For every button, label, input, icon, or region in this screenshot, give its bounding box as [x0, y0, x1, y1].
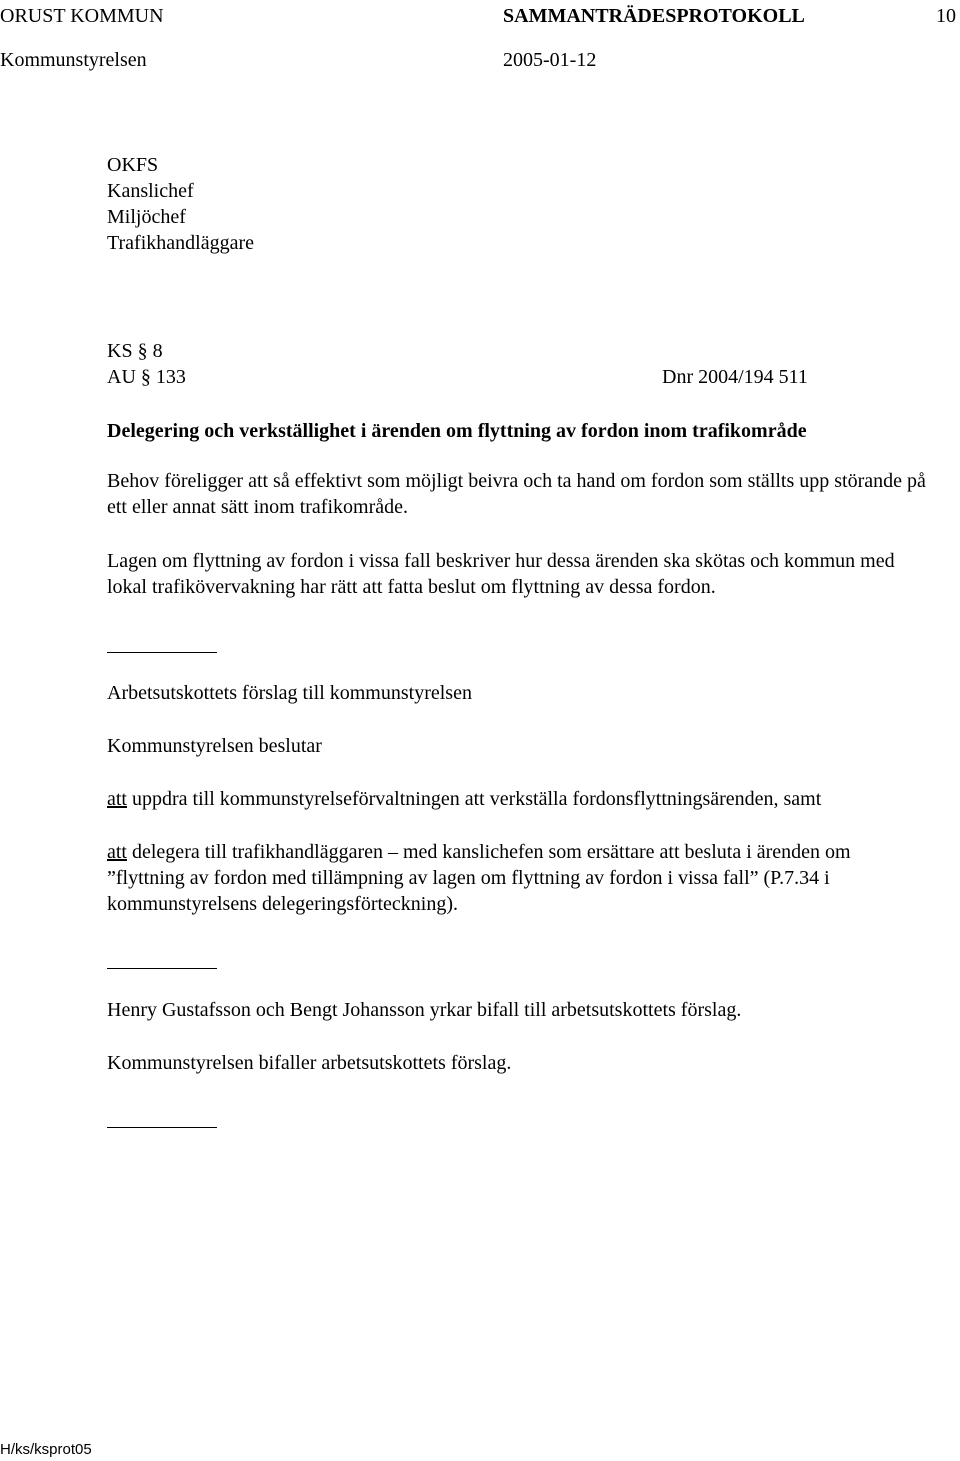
- footer-path: H/ks/ksprot05: [0, 1441, 92, 1458]
- decision-item: [107, 839, 927, 917]
- distribution-item: Trafikhandläggare: [107, 232, 254, 254]
- decision-keyword: att: [107, 841, 127, 863]
- header-body: Kommunstyrelsen: [0, 49, 147, 71]
- proposal-heading: Arbetsutskottets förslag till kommunstyrelsen: [107, 682, 472, 704]
- distribution-item: Kanslichef: [107, 180, 194, 202]
- decision-heading: Kommunstyrelsen beslutar: [107, 735, 322, 757]
- paragraph-law: Lagen om flyttning av fordon i vissa fall beskriver hur dessa ärenden ska skötas och kommun med lokal trafikövervakning har rätt att fatta beslut om flyttning av dessa fordon.: [107, 550, 895, 598]
- decision-text: uppdra till kommunstyrelseförvaltningen att verkställa fordonsflyttningsärenden, samt: [127, 788, 822, 810]
- divider-line: [107, 968, 217, 969]
- header-org: ORUST KOMMUN: [0, 5, 164, 27]
- paragraph-need: Behov föreligger att så effektivt som möjligt beivra och ta hand om fordon som ställts upp störande på ett eller annat sätt inom trafikområde.: [107, 470, 926, 518]
- result-text: Kommunstyrelsen bifaller arbetsutskottets förslag.: [107, 1052, 512, 1074]
- motion-text: Henry Gustafsson och Bengt Johansson yrkar bifall till arbetsutskottets förslag.: [107, 999, 742, 1021]
- decision-keyword: att: [107, 788, 127, 810]
- header-doc-type: SAMMANTRÄDESPROTOKOLL: [503, 5, 805, 27]
- distribution-item: Miljöchef: [107, 206, 186, 228]
- dnr-reference: Dnr 2004/194 511: [662, 366, 808, 388]
- au-reference: AU § 133: [107, 366, 186, 388]
- header-date: 2005-01-12: [503, 49, 597, 71]
- ks-reference: KS § 8: [107, 340, 163, 362]
- section-title: Delegering och verkställighet i ärenden om flyttning av fordon inom trafikområde: [107, 420, 807, 442]
- divider-line: [107, 1127, 217, 1128]
- decision-item: [107, 786, 927, 812]
- header-page-number: 10: [936, 5, 956, 27]
- distribution-item: OKFS: [107, 154, 159, 176]
- divider-line: [107, 652, 217, 653]
- decision-text: delegera till trafikhandläggaren – med kanslichefen som ersättare att besluta i ärenden om ”flyttning av fordon med tillämpning av lagen om flyttning av fordon i vissa fall” (P.7.34 i kommunstyrelsens delegeringsförteckning).: [107, 841, 851, 915]
